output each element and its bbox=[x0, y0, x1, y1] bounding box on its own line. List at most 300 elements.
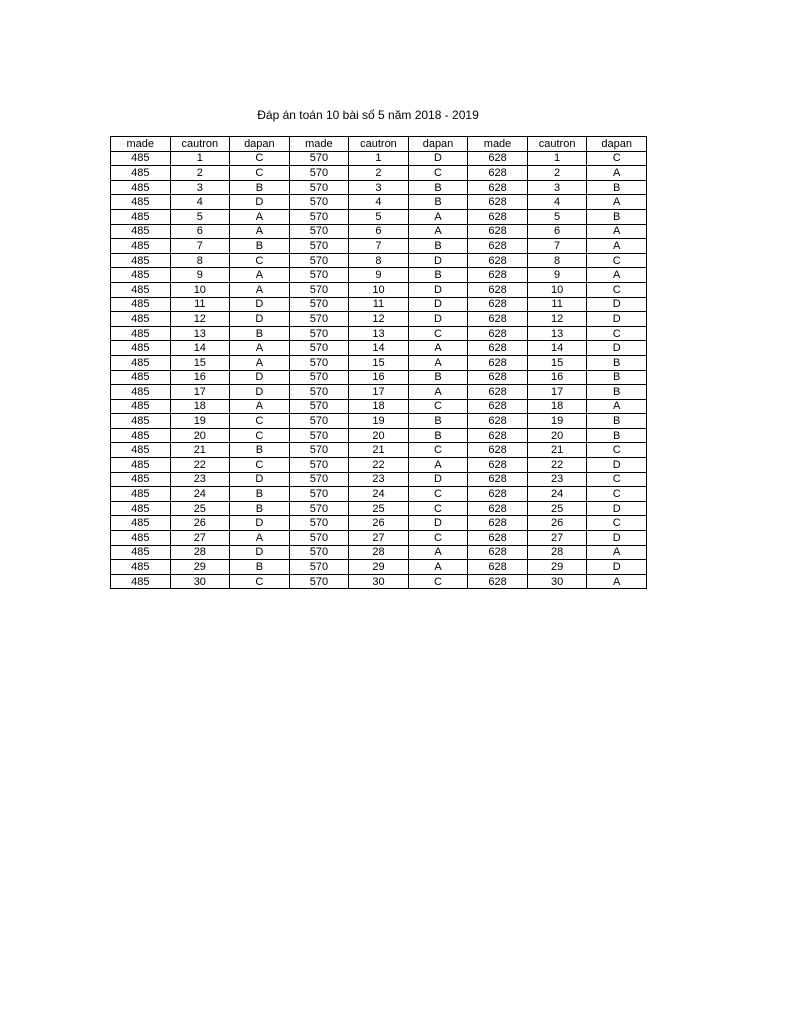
table-cell-dapan: D bbox=[408, 516, 468, 531]
table-cell-dapan: D bbox=[408, 312, 468, 327]
table-cell-made: 485 bbox=[111, 239, 171, 254]
table-cell-cautron: 8 bbox=[527, 253, 587, 268]
column-header-cautron: cautron bbox=[349, 137, 409, 152]
table-row bbox=[111, 166, 647, 181]
table-cell-cautron: 1 bbox=[170, 151, 230, 166]
table-cell-cautron: 27 bbox=[349, 531, 409, 546]
document-title: Đáp án toán 10 bài số 5 năm 2018 - 2019 bbox=[257, 108, 479, 122]
table-cell-cautron: 29 bbox=[170, 560, 230, 575]
table-cell-made: 628 bbox=[468, 501, 528, 516]
table-cell-dapan: B bbox=[230, 239, 290, 254]
table-row bbox=[111, 297, 647, 312]
table-row bbox=[111, 370, 647, 385]
table-cell-made: 628 bbox=[468, 355, 528, 370]
column-header-cautron: cautron bbox=[527, 137, 587, 152]
table-body bbox=[111, 151, 647, 589]
table-cell-dapan: B bbox=[230, 180, 290, 195]
table-row bbox=[111, 399, 647, 414]
table-cell-dapan: C bbox=[230, 428, 290, 443]
table-cell-made: 570 bbox=[289, 180, 349, 195]
table-cell-dapan: A bbox=[587, 399, 647, 414]
table-cell-cautron: 13 bbox=[349, 326, 409, 341]
table-cell-made: 570 bbox=[289, 501, 349, 516]
table-cell-dapan: A bbox=[230, 355, 290, 370]
table-cell-cautron: 5 bbox=[527, 209, 587, 224]
table-cell-cautron: 15 bbox=[170, 355, 230, 370]
table-cell-made: 628 bbox=[468, 516, 528, 531]
table-cell-cautron: 29 bbox=[527, 560, 587, 575]
table-cell-cautron: 29 bbox=[349, 560, 409, 575]
table-cell-cautron: 19 bbox=[527, 414, 587, 429]
column-header-dapan: dapan bbox=[587, 137, 647, 152]
table-cell-cautron: 26 bbox=[527, 516, 587, 531]
column-header-dapan: dapan bbox=[230, 137, 290, 152]
table-row bbox=[111, 209, 647, 224]
table-cell-dapan: A bbox=[408, 224, 468, 239]
table-cell-cautron: 6 bbox=[349, 224, 409, 239]
table-cell-dapan: B bbox=[408, 180, 468, 195]
table-cell-cautron: 17 bbox=[170, 385, 230, 400]
table-cell-cautron: 6 bbox=[170, 224, 230, 239]
table-cell-made: 570 bbox=[289, 574, 349, 589]
table-cell-dapan: A bbox=[230, 341, 290, 356]
table-cell-cautron: 3 bbox=[527, 180, 587, 195]
table-cell-dapan: C bbox=[587, 326, 647, 341]
table-cell-cautron: 27 bbox=[527, 531, 587, 546]
table-cell-dapan: A bbox=[587, 195, 647, 210]
table-cell-made: 485 bbox=[111, 297, 171, 312]
table-cell-cautron: 22 bbox=[527, 458, 587, 473]
table-cell-dapan: A bbox=[230, 224, 290, 239]
table-cell-cautron: 17 bbox=[527, 385, 587, 400]
table-cell-made: 570 bbox=[289, 414, 349, 429]
table-cell-dapan: B bbox=[230, 487, 290, 502]
table-cell-cautron: 21 bbox=[170, 443, 230, 458]
table-cell-cautron: 2 bbox=[527, 166, 587, 181]
table-cell-dapan: D bbox=[587, 458, 647, 473]
table-cell-made: 485 bbox=[111, 545, 171, 560]
table-row bbox=[111, 239, 647, 254]
table-cell-cautron: 19 bbox=[349, 414, 409, 429]
table-cell-made: 628 bbox=[468, 370, 528, 385]
table-cell-cautron: 7 bbox=[170, 239, 230, 254]
table-cell-made: 570 bbox=[289, 151, 349, 166]
table-cell-made: 570 bbox=[289, 531, 349, 546]
table-cell-made: 570 bbox=[289, 487, 349, 502]
table-cell-cautron: 5 bbox=[170, 209, 230, 224]
table-row bbox=[111, 312, 647, 327]
table-cell-made: 485 bbox=[111, 151, 171, 166]
table-cell-dapan: A bbox=[587, 239, 647, 254]
table-cell-made: 570 bbox=[289, 209, 349, 224]
table-cell-dapan: A bbox=[408, 385, 468, 400]
table-cell-dapan: C bbox=[408, 531, 468, 546]
table-cell-dapan: C bbox=[408, 574, 468, 589]
table-cell-made: 570 bbox=[289, 385, 349, 400]
table-cell-dapan: C bbox=[230, 166, 290, 181]
table-cell-made: 485 bbox=[111, 326, 171, 341]
table-cell-cautron: 20 bbox=[170, 428, 230, 443]
table-cell-made: 628 bbox=[468, 399, 528, 414]
table-row bbox=[111, 282, 647, 297]
table-cell-dapan: C bbox=[230, 458, 290, 473]
table-cell-made: 485 bbox=[111, 195, 171, 210]
table-cell-dapan: D bbox=[408, 151, 468, 166]
table-cell-dapan: C bbox=[230, 151, 290, 166]
table-cell-cautron: 14 bbox=[170, 341, 230, 356]
table-cell-cautron: 9 bbox=[349, 268, 409, 283]
table-cell-cautron: 23 bbox=[170, 472, 230, 487]
table-cell-made: 570 bbox=[289, 428, 349, 443]
table-cell-dapan: B bbox=[230, 560, 290, 575]
table-row bbox=[111, 414, 647, 429]
table-cell-made: 485 bbox=[111, 414, 171, 429]
table-cell-dapan: D bbox=[587, 531, 647, 546]
table-row bbox=[111, 501, 647, 516]
table-cell-made: 628 bbox=[468, 195, 528, 210]
table-cell-cautron: 30 bbox=[349, 574, 409, 589]
table-cell-made: 570 bbox=[289, 326, 349, 341]
table-cell-dapan: D bbox=[230, 312, 290, 327]
table-cell-dapan: D bbox=[230, 545, 290, 560]
table-cell-made: 485 bbox=[111, 370, 171, 385]
table-cell-made: 628 bbox=[468, 560, 528, 575]
table-cell-made: 570 bbox=[289, 312, 349, 327]
table-cell-cautron: 4 bbox=[527, 195, 587, 210]
table-cell-cautron: 5 bbox=[349, 209, 409, 224]
table-row bbox=[111, 574, 647, 589]
table-cell-made: 485 bbox=[111, 443, 171, 458]
table-cell-cautron: 7 bbox=[527, 239, 587, 254]
table-cell-made: 485 bbox=[111, 282, 171, 297]
table-header-row bbox=[111, 137, 647, 152]
table-cell-cautron: 21 bbox=[527, 443, 587, 458]
table-cell-dapan: B bbox=[587, 428, 647, 443]
table-cell-cautron: 2 bbox=[170, 166, 230, 181]
table-cell-dapan: C bbox=[408, 166, 468, 181]
table-cell-cautron: 28 bbox=[527, 545, 587, 560]
table-cell-dapan: B bbox=[587, 385, 647, 400]
column-header-made: made bbox=[289, 137, 349, 152]
table-cell-dapan: B bbox=[408, 239, 468, 254]
table-cell-cautron: 22 bbox=[170, 458, 230, 473]
table-cell-dapan: A bbox=[408, 560, 468, 575]
table-cell-made: 570 bbox=[289, 253, 349, 268]
table-cell-made: 570 bbox=[289, 224, 349, 239]
table-cell-dapan: D bbox=[408, 282, 468, 297]
table-cell-dapan: A bbox=[587, 574, 647, 589]
table-cell-dapan: A bbox=[408, 341, 468, 356]
table-cell-cautron: 10 bbox=[170, 282, 230, 297]
table-cell-cautron: 11 bbox=[349, 297, 409, 312]
table-cell-made: 570 bbox=[289, 516, 349, 531]
table-cell-made: 485 bbox=[111, 268, 171, 283]
table-cell-dapan: B bbox=[587, 355, 647, 370]
table-cell-dapan: D bbox=[587, 297, 647, 312]
table-cell-dapan: A bbox=[408, 209, 468, 224]
table-cell-cautron: 24 bbox=[527, 487, 587, 502]
table-cell-made: 570 bbox=[289, 560, 349, 575]
table-cell-cautron: 14 bbox=[349, 341, 409, 356]
column-header-cautron: cautron bbox=[170, 137, 230, 152]
answer-key-table bbox=[110, 136, 647, 589]
table-cell-cautron: 27 bbox=[170, 531, 230, 546]
table-cell-cautron: 10 bbox=[349, 282, 409, 297]
table-row bbox=[111, 428, 647, 443]
table-cell-dapan: B bbox=[230, 443, 290, 458]
table-cell-cautron: 1 bbox=[527, 151, 587, 166]
table-cell-dapan: B bbox=[587, 180, 647, 195]
table-cell-dapan: D bbox=[230, 516, 290, 531]
table-cell-made: 570 bbox=[289, 443, 349, 458]
table-row bbox=[111, 516, 647, 531]
table-cell-dapan: B bbox=[408, 195, 468, 210]
table-cell-dapan: C bbox=[408, 501, 468, 516]
table-cell-made: 628 bbox=[468, 487, 528, 502]
table-cell-dapan: B bbox=[408, 428, 468, 443]
table-cell-made: 628 bbox=[468, 341, 528, 356]
table-cell-made: 485 bbox=[111, 399, 171, 414]
table-cell-dapan: C bbox=[587, 151, 647, 166]
table-cell-cautron: 22 bbox=[349, 458, 409, 473]
table-cell-made: 570 bbox=[289, 370, 349, 385]
table-cell-made: 570 bbox=[289, 472, 349, 487]
table-cell-dapan: C bbox=[230, 414, 290, 429]
table-cell-cautron: 26 bbox=[349, 516, 409, 531]
table-cell-cautron: 15 bbox=[349, 355, 409, 370]
table-cell-cautron: 3 bbox=[170, 180, 230, 195]
table-cell-cautron: 18 bbox=[170, 399, 230, 414]
table-cell-cautron: 28 bbox=[170, 545, 230, 560]
table-cell-cautron: 2 bbox=[349, 166, 409, 181]
table-cell-made: 570 bbox=[289, 166, 349, 181]
table-cell-made: 570 bbox=[289, 399, 349, 414]
table-cell-dapan: A bbox=[587, 224, 647, 239]
table-cell-cautron: 18 bbox=[527, 399, 587, 414]
table-cell-dapan: D bbox=[230, 297, 290, 312]
table-cell-dapan: C bbox=[587, 253, 647, 268]
table-cell-cautron: 12 bbox=[349, 312, 409, 327]
table-cell-made: 628 bbox=[468, 253, 528, 268]
column-header-dapan: dapan bbox=[408, 137, 468, 152]
table-cell-cautron: 21 bbox=[349, 443, 409, 458]
table-cell-made: 485 bbox=[111, 458, 171, 473]
table-cell-made: 485 bbox=[111, 428, 171, 443]
table-cell-dapan: D bbox=[587, 312, 647, 327]
table-row bbox=[111, 195, 647, 210]
table-row bbox=[111, 355, 647, 370]
table-cell-made: 628 bbox=[468, 385, 528, 400]
table-cell-made: 570 bbox=[289, 355, 349, 370]
table-cell-cautron: 4 bbox=[170, 195, 230, 210]
table-cell-dapan: A bbox=[230, 209, 290, 224]
table-cell-cautron: 18 bbox=[349, 399, 409, 414]
table-row bbox=[111, 545, 647, 560]
table-cell-dapan: D bbox=[587, 560, 647, 575]
table-cell-cautron: 24 bbox=[349, 487, 409, 502]
table-cell-made: 628 bbox=[468, 297, 528, 312]
table-cell-dapan: B bbox=[230, 501, 290, 516]
table-cell-cautron: 8 bbox=[170, 253, 230, 268]
table-row bbox=[111, 487, 647, 502]
table-cell-cautron: 30 bbox=[170, 574, 230, 589]
table-cell-made: 570 bbox=[289, 458, 349, 473]
table-cell-dapan: C bbox=[408, 326, 468, 341]
table-cell-made: 628 bbox=[468, 180, 528, 195]
table-cell-made: 628 bbox=[468, 531, 528, 546]
table-cell-made: 628 bbox=[468, 472, 528, 487]
table-cell-made: 628 bbox=[468, 151, 528, 166]
table-cell-made: 570 bbox=[289, 341, 349, 356]
table-cell-made: 485 bbox=[111, 531, 171, 546]
table-cell-cautron: 9 bbox=[527, 268, 587, 283]
column-header-made: made bbox=[468, 137, 528, 152]
table-cell-cautron: 4 bbox=[349, 195, 409, 210]
table-cell-made: 628 bbox=[468, 574, 528, 589]
table-cell-cautron: 24 bbox=[170, 487, 230, 502]
table-cell-dapan: D bbox=[230, 195, 290, 210]
table-cell-cautron: 20 bbox=[349, 428, 409, 443]
table-cell-made: 628 bbox=[468, 282, 528, 297]
table-cell-dapan: B bbox=[587, 370, 647, 385]
table-cell-cautron: 11 bbox=[527, 297, 587, 312]
table-cell-made: 485 bbox=[111, 180, 171, 195]
table-cell-dapan: B bbox=[408, 414, 468, 429]
table-cell-dapan: C bbox=[230, 253, 290, 268]
table-cell-dapan: A bbox=[587, 268, 647, 283]
table-cell-cautron: 16 bbox=[349, 370, 409, 385]
table-cell-cautron: 23 bbox=[349, 472, 409, 487]
table-cell-made: 485 bbox=[111, 253, 171, 268]
table-cell-cautron: 9 bbox=[170, 268, 230, 283]
table-cell-made: 628 bbox=[468, 224, 528, 239]
table-cell-cautron: 17 bbox=[349, 385, 409, 400]
table-cell-dapan: A bbox=[230, 282, 290, 297]
table-cell-cautron: 8 bbox=[349, 253, 409, 268]
table-cell-dapan: C bbox=[230, 574, 290, 589]
table-cell-cautron: 26 bbox=[170, 516, 230, 531]
table-cell-cautron: 3 bbox=[349, 180, 409, 195]
table-cell-dapan: C bbox=[587, 487, 647, 502]
table-cell-made: 628 bbox=[468, 458, 528, 473]
table-cell-dapan: A bbox=[408, 458, 468, 473]
table-row bbox=[111, 531, 647, 546]
table-cell-cautron: 15 bbox=[527, 355, 587, 370]
table-cell-dapan: B bbox=[587, 414, 647, 429]
table-cell-made: 485 bbox=[111, 560, 171, 575]
table-cell-made: 570 bbox=[289, 268, 349, 283]
table-cell-dapan: C bbox=[587, 472, 647, 487]
table-cell-made: 628 bbox=[468, 428, 528, 443]
table-cell-made: 628 bbox=[468, 545, 528, 560]
table-cell-made: 570 bbox=[289, 545, 349, 560]
table-cell-made: 628 bbox=[468, 326, 528, 341]
table-cell-cautron: 25 bbox=[349, 501, 409, 516]
table-cell-cautron: 16 bbox=[170, 370, 230, 385]
table-cell-made: 485 bbox=[111, 312, 171, 327]
table-row bbox=[111, 385, 647, 400]
table-cell-cautron: 6 bbox=[527, 224, 587, 239]
table-cell-made: 485 bbox=[111, 224, 171, 239]
table-cell-cautron: 13 bbox=[170, 326, 230, 341]
table-cell-dapan: A bbox=[587, 166, 647, 181]
table-cell-cautron: 12 bbox=[170, 312, 230, 327]
table-cell-cautron: 10 bbox=[527, 282, 587, 297]
table-cell-made: 485 bbox=[111, 516, 171, 531]
table-cell-dapan: C bbox=[408, 443, 468, 458]
table-cell-cautron: 25 bbox=[527, 501, 587, 516]
table-cell-dapan: C bbox=[587, 443, 647, 458]
table-cell-made: 628 bbox=[468, 312, 528, 327]
table-cell-cautron: 30 bbox=[527, 574, 587, 589]
table-cell-dapan: B bbox=[587, 209, 647, 224]
table-cell-cautron: 16 bbox=[527, 370, 587, 385]
table-cell-made: 628 bbox=[468, 414, 528, 429]
table-cell-made: 628 bbox=[468, 239, 528, 254]
table-cell-made: 628 bbox=[468, 209, 528, 224]
table-cell-cautron: 7 bbox=[349, 239, 409, 254]
table-row bbox=[111, 253, 647, 268]
table-row bbox=[111, 268, 647, 283]
table-cell-dapan: D bbox=[230, 472, 290, 487]
table-cell-cautron: 28 bbox=[349, 545, 409, 560]
table-row bbox=[111, 151, 647, 166]
table-cell-dapan: C bbox=[587, 516, 647, 531]
table-cell-made: 485 bbox=[111, 472, 171, 487]
table-cell-cautron: 25 bbox=[170, 501, 230, 516]
table-row bbox=[111, 180, 647, 195]
table-row bbox=[111, 326, 647, 341]
table-cell-made: 485 bbox=[111, 355, 171, 370]
table-cell-made: 628 bbox=[468, 166, 528, 181]
table-cell-cautron: 19 bbox=[170, 414, 230, 429]
table-cell-dapan: C bbox=[587, 282, 647, 297]
table-cell-made: 570 bbox=[289, 239, 349, 254]
table-cell-dapan: D bbox=[230, 370, 290, 385]
table-cell-made: 485 bbox=[111, 209, 171, 224]
table-row bbox=[111, 458, 647, 473]
table-row bbox=[111, 443, 647, 458]
table-cell-dapan: D bbox=[587, 341, 647, 356]
table-cell-dapan: C bbox=[408, 487, 468, 502]
table-row bbox=[111, 472, 647, 487]
table-cell-made: 485 bbox=[111, 341, 171, 356]
table-cell-made: 570 bbox=[289, 282, 349, 297]
table-cell-dapan: D bbox=[408, 297, 468, 312]
table-cell-dapan: A bbox=[230, 531, 290, 546]
table-cell-dapan: B bbox=[230, 326, 290, 341]
table-row bbox=[111, 560, 647, 575]
table-cell-made: 485 bbox=[111, 574, 171, 589]
table-cell-cautron: 12 bbox=[527, 312, 587, 327]
table-cell-dapan: A bbox=[230, 399, 290, 414]
table-cell-dapan: D bbox=[408, 472, 468, 487]
table-cell-dapan: A bbox=[408, 355, 468, 370]
table-cell-made: 628 bbox=[468, 443, 528, 458]
column-header-made: made bbox=[111, 137, 171, 152]
table-cell-cautron: 11 bbox=[170, 297, 230, 312]
table-cell-dapan: D bbox=[408, 253, 468, 268]
table-cell-dapan: B bbox=[408, 370, 468, 385]
table-cell-dapan: A bbox=[408, 545, 468, 560]
table-cell-made: 485 bbox=[111, 487, 171, 502]
table-cell-dapan: A bbox=[587, 545, 647, 560]
table-cell-cautron: 14 bbox=[527, 341, 587, 356]
table-cell-dapan: D bbox=[587, 501, 647, 516]
table-cell-made: 485 bbox=[111, 166, 171, 181]
table-cell-made: 485 bbox=[111, 501, 171, 516]
table-cell-dapan: B bbox=[408, 268, 468, 283]
